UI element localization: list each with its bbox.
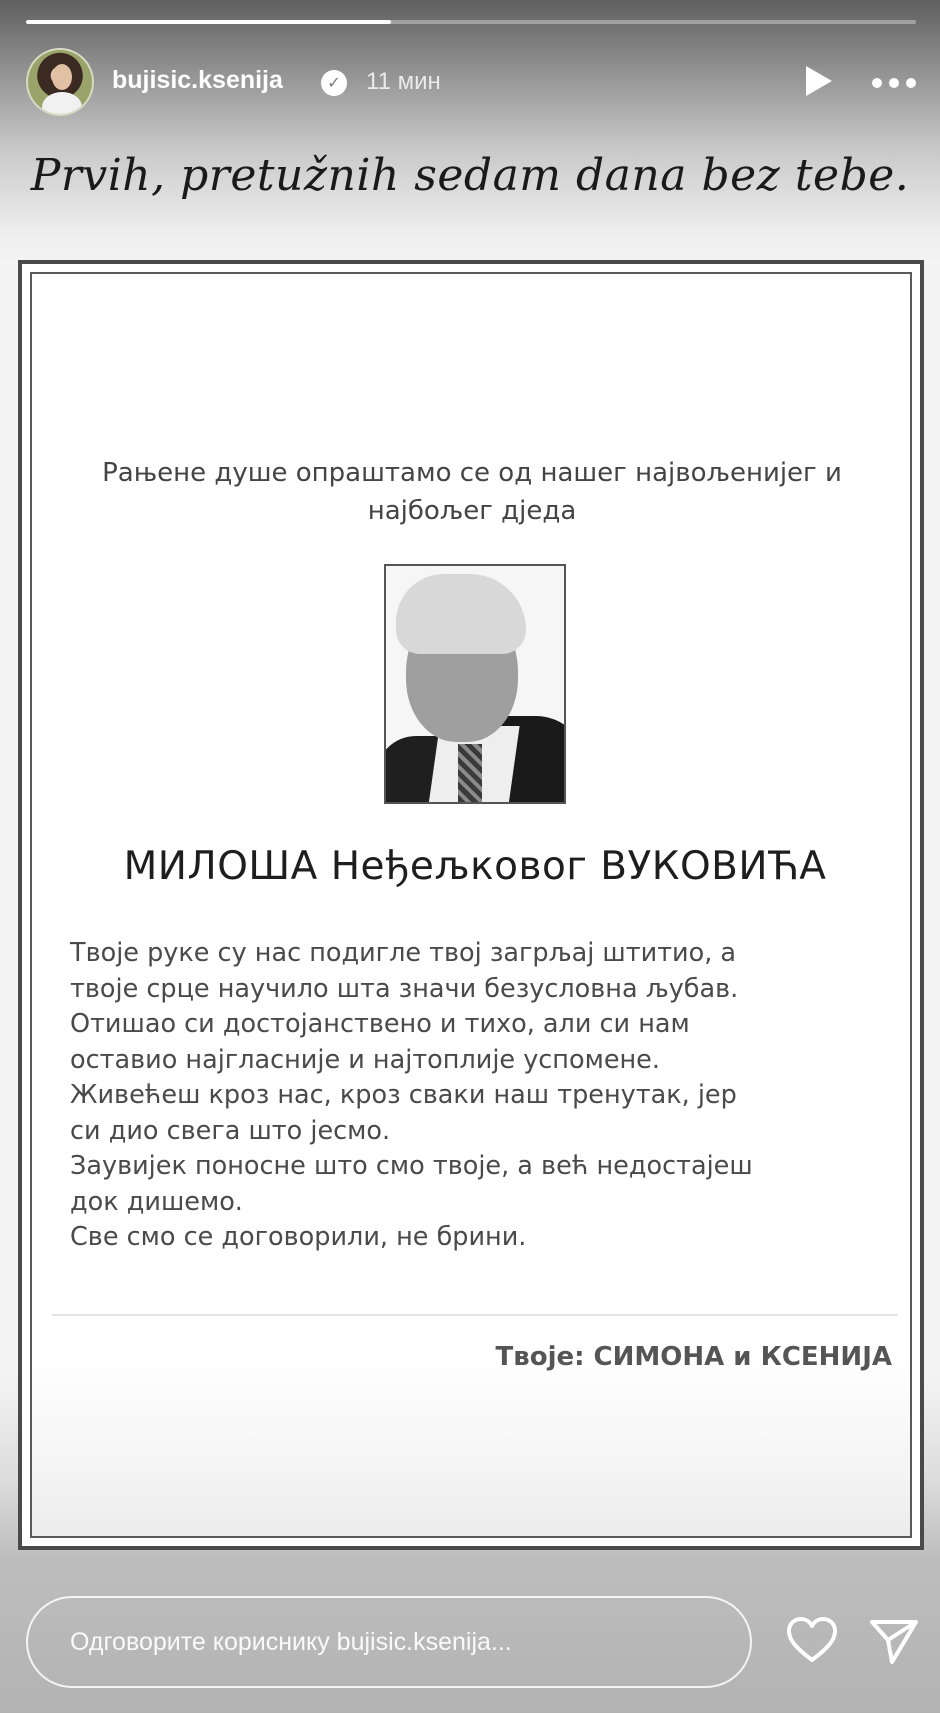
notice-signature: Твоје: СИМОНА и КСЕНИЈА bbox=[495, 1342, 892, 1372]
notice-divider bbox=[52, 1314, 898, 1316]
poem-line: Живећеш кроз нас, кроз сваки наш тренутак, јер bbox=[70, 1080, 737, 1110]
post-time: 11 мин bbox=[366, 68, 441, 95]
poem-line: Твоје руке су нас подигле твој загрљај штитио, а bbox=[70, 938, 737, 968]
reply-input[interactable] bbox=[70, 1598, 710, 1686]
story-header bbox=[26, 48, 916, 118]
more-dots-icon[interactable] bbox=[872, 78, 916, 88]
notice-intro-line: Рањене душе опраштамо се од нашег највољенијег и bbox=[102, 458, 842, 488]
send-icon[interactable] bbox=[868, 1616, 920, 1666]
poem-line: си дио свега што јесмо. bbox=[70, 1115, 391, 1146]
obituary-inner-frame bbox=[30, 272, 912, 1538]
heart-icon[interactable] bbox=[786, 1616, 838, 1664]
story-caption: Prvih, pretužnih sedam dana bez tebe. bbox=[30, 150, 910, 201]
story-progress-bar bbox=[26, 20, 916, 24]
verified-badge-icon: ✓ bbox=[321, 70, 347, 96]
poem-line: Заувијек поносне што смо твоје, а већ недостајеш bbox=[70, 1151, 753, 1181]
notice-intro-line: најбољег дједа bbox=[367, 496, 577, 526]
poem-line: Отишао си достојанствено и тихо, али си нам bbox=[70, 1009, 690, 1039]
story-progress-fill bbox=[26, 20, 391, 24]
deceased-name: МИЛОША Неђељковог ВУКОВИЋА bbox=[123, 844, 827, 889]
avatar-body bbox=[42, 92, 82, 116]
avatar[interactable] bbox=[26, 48, 94, 116]
notice-poem bbox=[70, 936, 870, 1256]
poem-line: док дишемо. bbox=[70, 1186, 243, 1217]
poem-line: твоје срце научило шта значи безусловна љубав. bbox=[70, 973, 739, 1004]
reply-box[interactable] bbox=[26, 1596, 752, 1688]
poem-line: Све смо се договорили, не брини. bbox=[70, 1222, 527, 1252]
avatar-face bbox=[52, 64, 72, 90]
notice-intro bbox=[52, 454, 892, 530]
obituary-notice bbox=[18, 260, 924, 1550]
username-link[interactable]: bujisic.ksenija bbox=[112, 66, 283, 94]
portrait-photo bbox=[384, 564, 566, 804]
poem-line: оставио најгласније и најтоплије успомене. bbox=[70, 1044, 660, 1075]
play-icon[interactable] bbox=[806, 66, 832, 96]
